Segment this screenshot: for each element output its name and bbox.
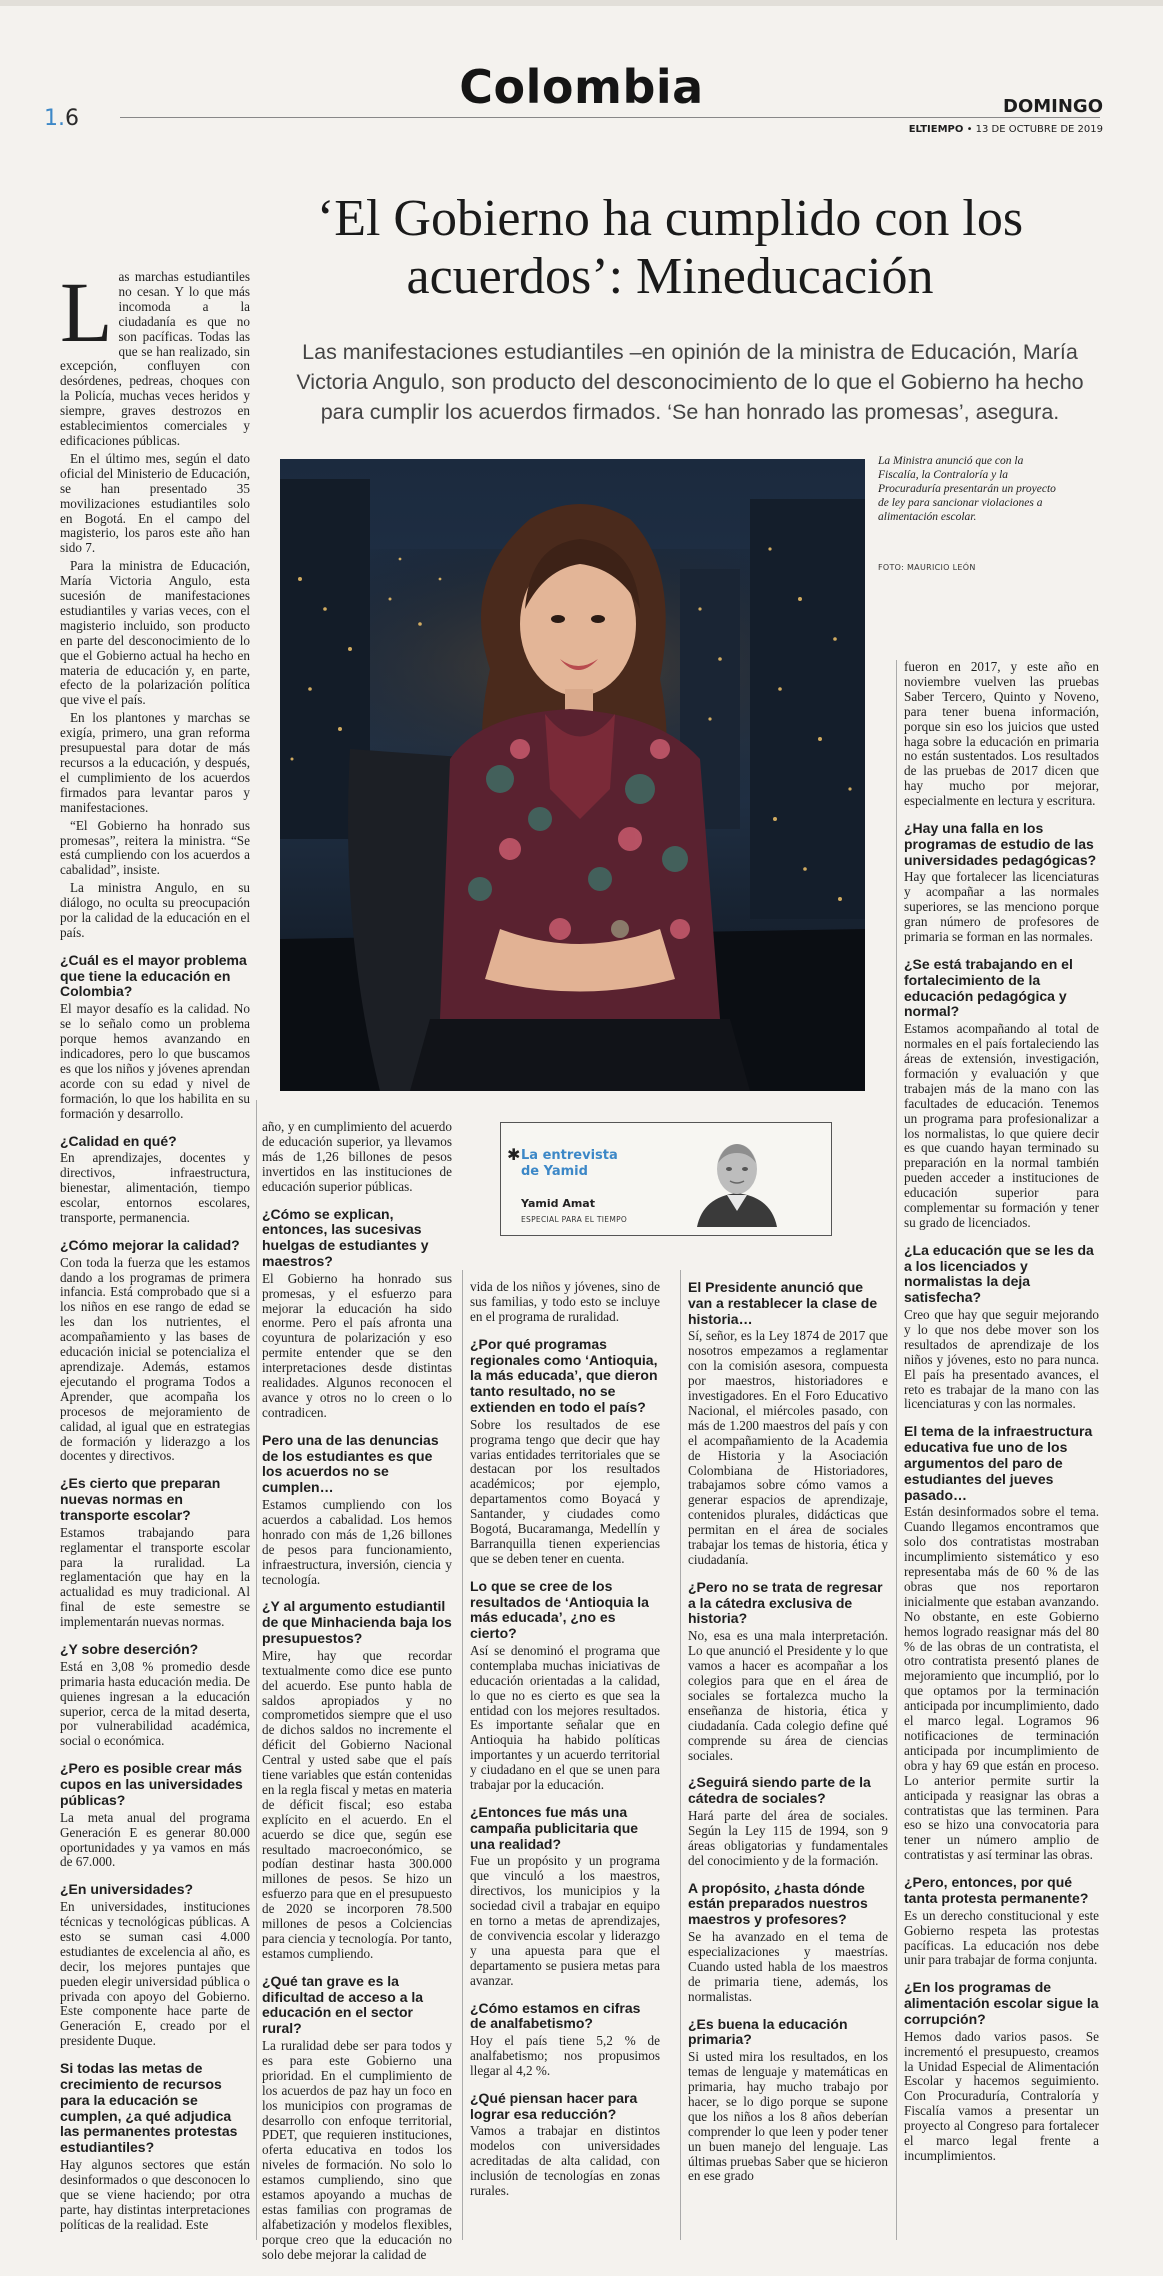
answer: Fue un propósito y un programa que vinculó a los maestros, directivos, los municipios y la sociedad civil a trabajar en equipo en torno a metas de aprendizajes, de convivencia escolar y liderazgo y una apuesta para que el departamento se pusiera metas para avanzar. (470, 1853, 660, 1988)
answer: La meta anual del programa Generación E es generar 80.000 oportunidades y ya vamos en más de 67.000. (60, 1809, 250, 1870)
paragraph: “El Gobierno ha honrado sus promesas”, reitera la ministra. “Se está cumpliendo con los acuerdos a cabalidad”, insiste. (60, 817, 250, 878)
column-rule (256, 1100, 257, 2240)
top-edge-strip (0, 0, 1163, 6)
answer: Si usted mira los resultados, en los temas de lenguaje y matemáticas en primaria, hay mucho trabajo por hacer, se lo digo porque se supone que los niños a los 8 años deberían comprender lo que leen y poder tener un buen manejo del lenguaje. Las últimas pruebas Saber que se hicieron en ese grado (688, 2049, 888, 2184)
answer: Así se denominó el programa que contemplaba muchas iniciativas de educación orientadas a la calidad, lo que no es cierto es que sea la entidad con los mejores resultados. Es importante señalar que en Antioquia ha habido políticas importantes y un acuerdo territorial y ciudadano en el que se unen para trabajar por la educación. (470, 1642, 660, 1793)
answer: Vamos a trabajar en distintos modelos con universidades acreditadas de alta calidad, con inclusión de tecnologías en zonas rurales. (470, 2123, 660, 2199)
minister-photo (280, 459, 865, 1091)
weekday: DOMINGO (1003, 96, 1103, 117)
answer: Estamos cumpliendo con los acuerdos a cabalidad. Los hemos honrado con más de 1,26 billones de pesos para funcionamiento, infraestructura, inversión, ciencia y tecnología. (262, 1496, 452, 1587)
photo-illustration (280, 459, 865, 1091)
question: ¿Hay una falla en los programas de estudio de las universidades pedagógicas? (904, 820, 1097, 868)
question: Pero una de las denuncias de los estudiantes es que los acuerdos no se cumplen… (262, 1431, 439, 1496)
photo-credit: FOTO: MAURICIO LEÓN (878, 563, 976, 572)
section-title: Colombia (459, 60, 704, 114)
answer: Hará parte del área de sociales. Según la Ley 115 de 1994, son 9 áreas obligatorias y fundamentales del conocimiento y de la formación. (688, 1808, 888, 1868)
answer: El Gobierno ha honrado sus promesas, y el esfuerzo para mejorar la educación ha sido enorme. Pero el país afronta una coyuntura de polarización y eso permite entender que se den interpretaciones desde distintas realidades. Algunos reconocen el avance y otros no lo creen o lo contradicen. (262, 1270, 452, 1420)
question: ¿En universidades? (60, 1881, 194, 1898)
question: ¿Cómo mejorar la calidad? (60, 1236, 240, 1253)
drop-cap: L (60, 264, 113, 360)
question: ¿Cuál es el mayor problema que tiene la educación en Colombia? (60, 951, 247, 1000)
lead-paragraph: as marchas estudiantiles no cesan. Y lo que más incomoda a la ciudadanía es que no son pacíficas. Todas las que se han realizado, sin excepción, confluyen con desórdenes, pedreas, choques con la Policía, muchas veces heridos y siempre, graves destrozos en establecimientos comerciales y edificaciones públicas. (60, 269, 250, 448)
question: ¿Es buena la educación primaria? (688, 2015, 848, 2048)
column-rule (462, 1270, 463, 2240)
question: A propósito, ¿hasta dónde están preparados nuestros maestros y profesores? (688, 1879, 868, 1928)
interviewer-role: ESPECIAL PARA EL TIEMPO (521, 1215, 628, 1224)
question: Lo que se cree de los resultados de ‘Antioquia la más educada’, ¿no es cierto? (470, 1577, 649, 1642)
question: ¿Se está trabajando en el fortalecimiento de la educación pedagógica y normal? (904, 955, 1073, 1020)
question: ¿La educación que se les da a los licenciados y normalistas la deja satisfecha? (904, 1241, 1094, 1306)
answer: Mire, hay que recordar textualmente como dice ese punto del acuerdo. Ese punto habla de saldos apropiados y no comprometidos siempre que el uso de dichos saldos no incremente el déficit del Gobierno Nacional Central y usted sabe que el país tiene variables que están contenidas en la regla fiscal y metas en materia de déficit fiscal; eso estaba explícito en el acuerdo. En el acuerdo se dice que, según ese resultado macroeconómico, se podían destinar hasta 300.000 millones de pesos. Se hizo un esfuerzo para que en el presupuesto de 2020 se incorporen 78.500 millones de pesos a Colciencias para ciencia y tecnología. Por tanto, estamos cumpliendo. (262, 1647, 452, 1961)
paragraph: En el último mes, según el dato oficial del Ministerio de Educación, se han presentado 35 movilizaciones estudiantiles solo en Bogotá. En el campo del magisterio, los paros este año han sido 7. (60, 450, 250, 556)
question: ¿Qué piensan hacer para lograr esa reducción? (470, 2089, 638, 2122)
issue-date: • 13 DE OCTUBRE DE 2019 (966, 124, 1103, 135)
answer: En aprendizajes, docentes y directivos, infraestructura, bienestar, alimentación, tiempo escolar, entornos escolares, transporte, permanencia. (60, 1150, 250, 1225)
interviewer-portrait (673, 1131, 801, 1227)
interviewer-name: Yamid Amat (521, 1197, 595, 1210)
question: ¿Entonces fue más una campaña publicitaria que una realidad? (470, 1804, 639, 1852)
page-number: 1.6 (44, 106, 79, 131)
answer: Hoy el país tiene 5,2 % de analfabetismo; nos propusimos llegar al 4,2 %. (470, 2033, 660, 2078)
question: Si todas las metas de crecimiento de recursos para la educación se cumplen, ¿a qué adjudica las permanentes protestas estudiantiles? (60, 2060, 238, 2156)
answer: No, esa es una mala interpretación. Lo que anunció el Presidente y lo que vamos a hacer es acompañar a los colegios para que en el área de sociales se fortalezca mucho la enseñanza de historia, ética y ciudadanía. Cada colegio define qué comprende su área de ciencias sociales. (688, 1628, 888, 1763)
question: ¿Pero no se trata de regresar a la cátedra exclusiva de historia? (688, 1578, 883, 1627)
answer: La ruralidad debe ser para todos y es para este Gobierno una prioridad. En el cumplimiento de los acuerdos de paz hay un foco en los municipios con programas de desarrollo con enfoque territorial, PDET, que requieren instituciones, oferta educativa en todos los niveles de formación. No solo lo estamos cumpliendo, sino que estamos apoyando a muchas de estas familias con programas de alfabetización y modelos flexibles, porque creo que la educación no solo debe mejorar la calidad de (262, 2038, 452, 2262)
question: El tema de la infraestructura educativa fue uno de los argumentos del paro de estudiantes del jueves pasado… (904, 1423, 1093, 1503)
deck: Las manifestaciones estudiantiles –en opinión de la ministra de Educación, María Victoria Angulo, son producto del desconocimiento de lo que el Gobierno ha hecho para cumplir los acuerdos firmados. ‘Se han honrado las promesas’, asegura. (296, 340, 1084, 424)
column-rule (896, 660, 897, 2240)
article-column-1 (60, 264, 250, 2232)
answer: Hay algunos sectores que están desinformados o que desconocen lo que se viene haciendo; por otra parte, hay distintas interpretaciones políticas de la realidad. Este (60, 2156, 250, 2232)
answer: Estamos acompañando al total de normales en el país fortaleciendo las áreas de extensión, investigación, formación y evaluación y que trabajen más de la mano con las facultades de educación. Tenemos un programa para profesionalizar a los normalistas, lo que quiere decir es que cuando hayan terminado su preparación en la normal también pueden acceder a instituciones de educación superior para complementar su formación y tener su grado de licenciados. (904, 1021, 1099, 1230)
paragraph: año, y en cumplimiento del acuerdo de educación superior, ya llevamos más de 1,26 billones de pesos invertidos en las instituciones de educación superior públicas. (262, 1119, 452, 1194)
question: ¿Cómo estamos en cifras de analfabetismo? (470, 1999, 641, 2032)
interview-tag: La entrevista de Yamid (521, 1148, 618, 1179)
answer: En universidades, instituciones técnicas y tecnológicas públicas. A esto se suman casi 4.000 estudiantes de excelencia al año, es decir, los mejores puntajes que pueden elegir universidad pública o privada con apoyo del Gobierno. Este componente hace parte de Generación E, creado por el presidente Duque. (60, 1899, 250, 2049)
question: ¿Y al argumento estudiantil de que Minhacienda baja los presupuestos? (262, 1598, 452, 1646)
answer: Sí, señor, es la Ley 1874 de 2017 que nosotros empezamos a reglamentar con la comisión asesora, compuesta por maestros, historiadores e investigadores. En el Foro Educativo Nacional, el miércoles pasado, con más de 1.200 maestros del país y con el acompañamiento de la Academia de Historia y la Asociación Colombiana de Historiadores, trabajamos sobre cómo vamos a generar espacios de aprendizaje, contenidos plurales, didácticas que permitan en el área de sociales trabajar los temas de historia, ética y ciudadanía. (688, 1328, 888, 1567)
question: ¿En los programas de alimentación escolar sigue la corrupción? (904, 1979, 1099, 2027)
paragraph: La ministra Angulo, en su diálogo, no oculta su preocupación por la calidad de la educación en el país. (60, 880, 250, 940)
question: ¿Por qué programas regionales como ‘Antioquia, la más educada’, que dieron tanto resultado, no se extienden en todo el país? (470, 1335, 658, 1415)
answer: El mayor desafío es la calidad. No se lo señalo como un problema porque hemos avanzando en indicadores, pero lo que buscamos es que los niños y jóvenes aprendan acorde con su edad y nivel de formación, lo que los habilita en su formación y desarrollo. (60, 1001, 250, 1121)
article-column-3 (470, 1280, 660, 2230)
question: ¿Seguirá siendo parte de la cátedra de sociales? (688, 1774, 871, 1807)
answer: Creo que hay que seguir mejorando y lo que nos debe mover son los resultados de aprendizaje de los niños y jóvenes, esto no para nunca. El país ha presentado avances, el reto es trabajar de la mano con las licenciaturas y con las normales. (904, 1307, 1099, 1412)
question: ¿Pero es posible crear más cupos en las universidades públicas? (60, 1760, 243, 1808)
dateline (909, 124, 1103, 135)
star-icon: ✱ (507, 1145, 521, 1164)
interview-box (500, 1122, 832, 1236)
answer: Están desinformados sobre el tema. Cuando llegamos encontramos que solo dos contratistas mostraban incumplimiento sistemático y eso representaba más de 60 % de las obras que nos reportaron inicialmente que estaban avanzando. No obstante, en este Gobierno hemos logrado reasignar más del 80 % de las obras de un contratista, el otro contratista presentó planes de mejoramiento que incumplió, por lo que optamos por la terminación anticipada por incumplimiento, dado el marco legal. Logramos 96 notificaciones de terminación anticipada por incumplimiento de obra y hay 69 que están en proceso. Lo anterior permite surtir la anticipada y reasignar las obras a contratistas que las terminen. Para eso se hizo una convocatoria para tener un número amplio de contratistas y así terminar las obras. (904, 1504, 1099, 1863)
question: ¿Cómo se explican, entonces, las sucesivas huelgas de estudiantes y maestros? (262, 1205, 429, 1269)
article-column-2 (262, 1119, 452, 2262)
answer: Con toda la fuerza que les estamos dando a los programas de primera infancia. Está comprobado que si a los niños en ese rango de edad se les dan los nutrientes, el acompañamiento y las bases de educación inicial se potencializa el aprendizaje. Además, estamos ejecutando el programa Todos a Aprender, que acompaña los procesos de mejoramiento de calidad, al igual que en estrategias de formación y liderazgo a los docentes y directivos. (60, 1254, 250, 1464)
paragraph: Para la ministra de Educación, María Victoria Angulo, esta sucesión de manifestaciones estudiantiles y varias veces, con el magisterio incluido, son producto en parte del desconocimiento de lo que el Gobierno actual ha hecho en materia de educación y, en parte, efecto de la polarización política que vive el país. (60, 558, 250, 708)
column-rule (680, 1270, 681, 2240)
answer: Es un derecho constitucional y este Gobierno respeta las protestas pacíficas. La educación nos debe unir para trabajar de forma conjunta. (904, 1907, 1099, 1968)
article-column-5 (904, 660, 1099, 2230)
question: ¿Es cierto que preparan nuevas normas en transporte escolar? (60, 1475, 221, 1523)
photo-caption: La Ministra anunció que con la Fiscalía, la Contraloría y la Procuraduría presentarán un proyecto de ley para sancionar violaciones a alimentación escolar. (878, 455, 1056, 523)
brand-name: ELTIEMPO (908, 124, 964, 135)
paragraph: fueron en 2017, y este año en noviembre vuelven las pruebas Saber Tercero, Quinto y Noveno, para tener buena información, porque sin eso los juicios que usted haga sobre la educación en primaria no están sustentados. Los resultados de las pruebas de 2017 dicen que hay mucho por mejorar, especialmente en lectura y escritura. (904, 659, 1099, 809)
header-rule (120, 117, 1100, 118)
question: ¿Y sobre deserción? (60, 1641, 199, 1658)
question: ¿Pero, entonces, por qué tanta protesta permanente? (904, 1874, 1089, 1906)
question: ¿Qué tan grave es la dificultad de acceso a la educación en el sector rural? (262, 1972, 424, 2037)
paragraph: vida de los niños y jóvenes, sino de sus familias, y todo esto se incluye en el programa de ruralidad. (470, 1279, 660, 1324)
answer: Sobre los resultados de ese programa tengo que decir que hay varias entidades territoriales que se destacan por los resultados académicos; por ejemplo, departamentos como Boyacá y Santander, y ciudades como Bogotá, Bucaramanga, Medellín y Barranquilla tienen experiencias que se deben tener en cuenta. (470, 1416, 660, 1566)
answer: Hemos dado varios pasos. Se incrementó el presupuesto, creamos la Unidad Especial de Alimentación Escolar y hacemos seguimiento. Con Procuraduría, Contraloría y Fiscalía vamos a presentar un proyecto al Congreso para fortalecer el marco legal frente a incumplimientos. (904, 2028, 1099, 2163)
answer: Hay que fortalecer las licenciaturas y acompañar a las normales superiores, se las menciono porque gran número de profesores de primaria se forman en las normales. (904, 869, 1099, 945)
article-column-4 (688, 1280, 888, 2230)
answer: Estamos trabajando para reglamentar el transporte escolar para la ruralidad. La reglamentación que hay en la actualidad es muy tradicional. Al final de este semestre se implementarán nuevas normas. (60, 1524, 250, 1630)
question: El Presidente anunció que van a restablecer la clase de historia… (688, 1279, 878, 1327)
paragraph: En los plantones y marchas se exigía, primero, una gran reforma presupuestal para dotar de más recursos a la educación, y después, el cumplimiento de los acuerdos firmados para levantar paros y manifestaciones. (60, 710, 250, 815)
answer: Se ha avanzado en el tema de especializaciones y maestrías. Cuando usted habla de los maestros de primaria tiene, además, los normalistas. (688, 1929, 888, 2004)
question: ¿Calidad en qué? (60, 1132, 177, 1149)
headline: ‘El Gobierno ha cumplido con los acuerdos’: Mineducación (316, 190, 1024, 305)
answer: Está en 3,08 % promedio desde primaria hasta educación media. De quienes ingresan a la educación superior, cerca de la mitad deserta, por vulnerabilidad académica, social o económica. (60, 1658, 250, 1749)
